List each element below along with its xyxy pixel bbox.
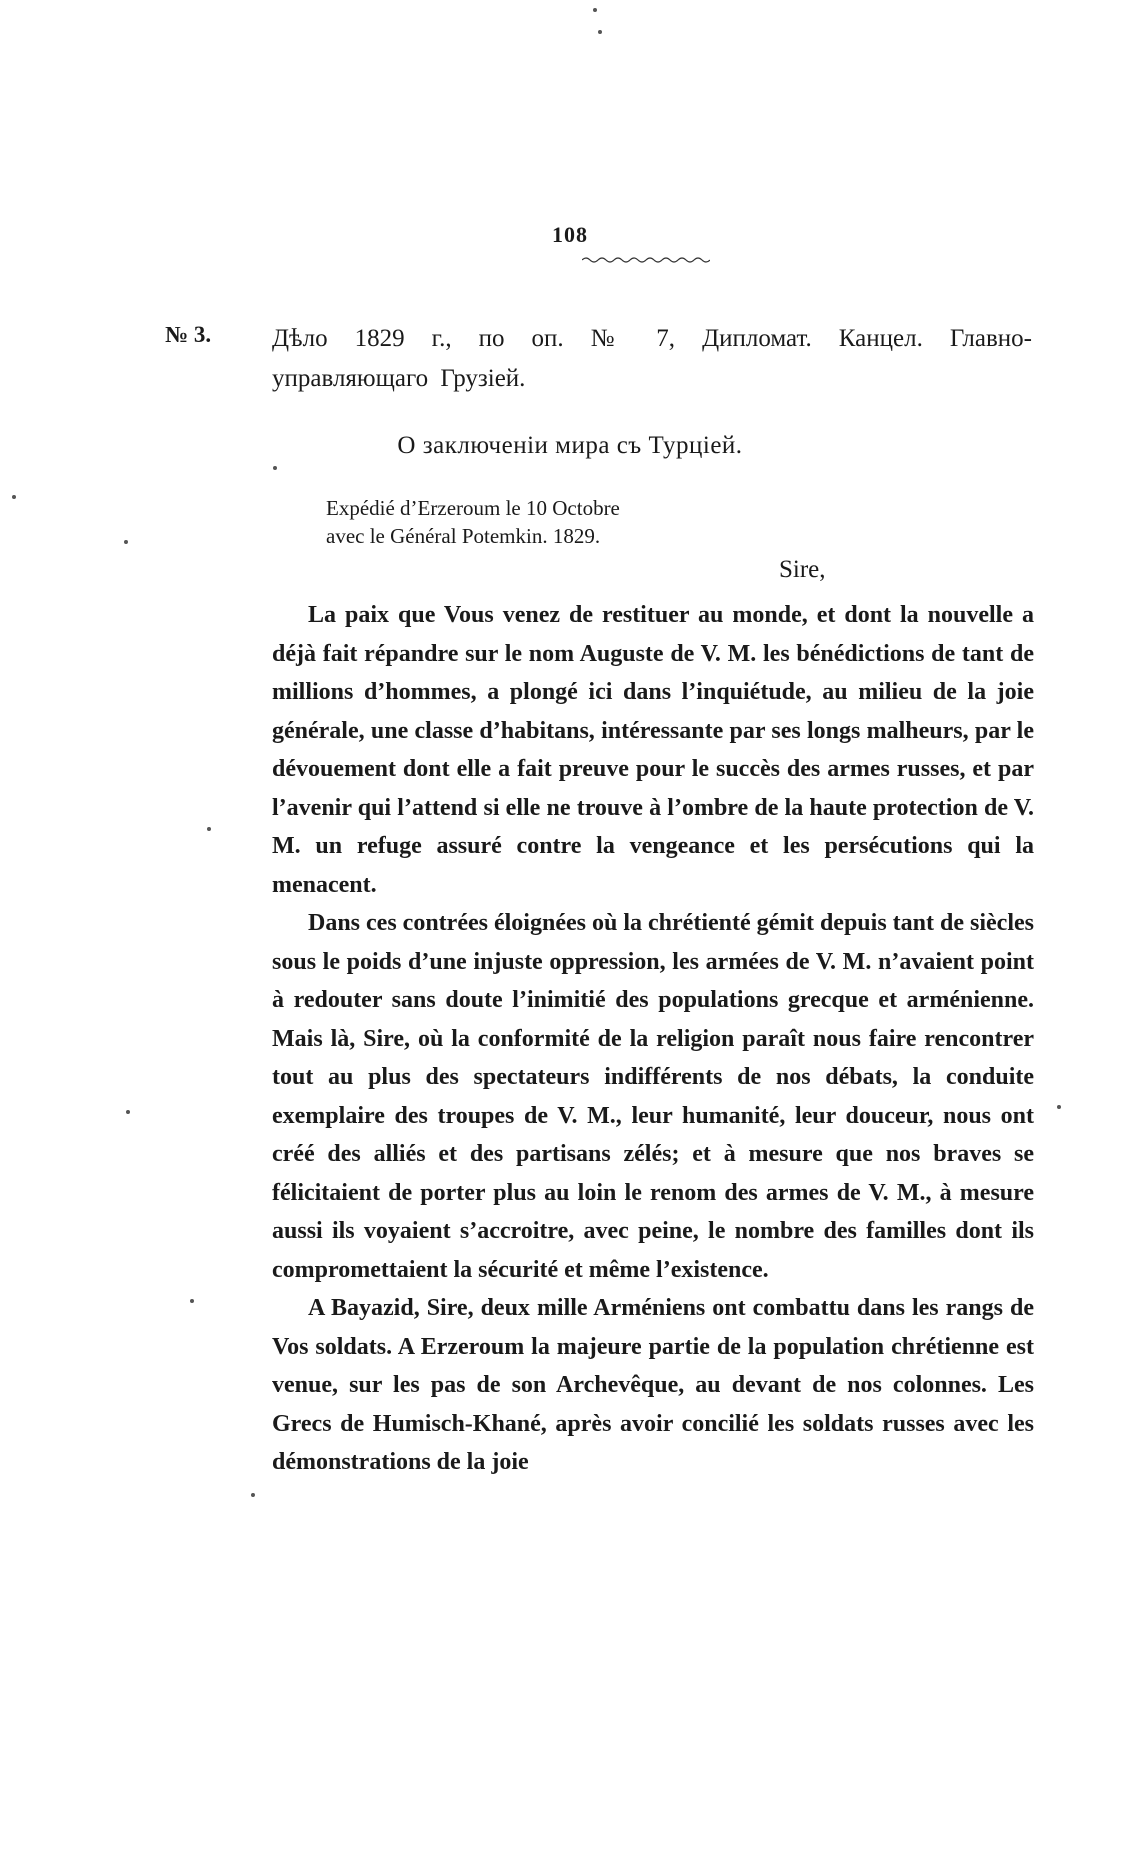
- dispatch-note-line-2: avec le Général Potemkin. 1829.: [326, 524, 601, 548]
- scan-speck: [12, 495, 16, 499]
- archive-reference: Дѣло 1829 г., по оп. № 7, Дипломат. Канцел. Главно-управляющаго Грузіей.: [272, 325, 1032, 392]
- scan-speck: [251, 1493, 255, 1497]
- scan-speck: [126, 1110, 130, 1114]
- document-number: № 3.: [165, 322, 212, 347]
- scan-speck: [207, 827, 211, 831]
- scan-speck: [598, 30, 602, 34]
- scan-speck: [593, 8, 597, 12]
- body-paragraph-2: Dans ces contrées éloignées où la chrétienté gémit depuis tant de siècles sous le poids d’une injuste oppression, les armées de V. M. n’avaient point à redouter sans doute l’inimitié des populations grecque et arménienne. Mais là, Sire, où la conformité de la religion paraît nous faire rencontrer tout au plus des spectateurs indifférents de nos débats, la conduite exemplaire des troupes de V. M., leur humanité, leur douceur, nous ont créé des alliés et des partisans zélés; et à mesure que nos braves se félicitaient de porter plus au loin le renom des armes de V. M., à mesure aussi ils voyaient s’accroitre, avec peine, le nombre des familles dont ils compromettaient la sécurité et même l’existence.: [272, 910, 1034, 1283]
- document-subject: О заключеніи мира съ Турціей.: [397, 432, 743, 459]
- page-number: 108: [552, 222, 588, 247]
- dispatch-note-line-1: Expédié d’Erzeroum le 10 Octobre: [326, 496, 620, 520]
- scan-speck: [1057, 1105, 1061, 1109]
- page-number-ornament: [582, 255, 710, 263]
- scan-speck: [190, 1299, 194, 1303]
- body-paragraph-1: La paix que Vous venez de restituer au monde, et dont la nouvelle a déjà fait répandre sur le nom Auguste de V. M. les bénédictions de tant de millions d’hommes, a plongé ici dans l’inquiétude, au milieu de la joie générale, une classe d’habitans, intéressante par ses longs malheurs, par le dévouement dont elle a fait preuve pour le succès des armes russes, et par l’avenir qui l’attend si elle ne trouve à l’ombre de la haute protection de V. M. un refuge assuré contre la vengeance et les persécutions qui la menacent.: [272, 602, 1034, 898]
- scan-speck: [124, 540, 128, 544]
- letter-body: [272, 596, 1034, 1482]
- body-paragraph-3: A Bayazid, Sire, deux mille Arméniens ont combattu dans les rangs de Vos soldats. A Erzeroum la majeure partie de la population chrétienne est venue, sur les pas de son Archevêque, au devant de nos colonnes. Les Grecs de Humisch-Khané, après avoir concilié les soldats russes avec les démonstrations de la joie: [272, 1295, 1034, 1475]
- salutation: Sire,: [779, 556, 826, 583]
- scan-speck: [273, 466, 277, 470]
